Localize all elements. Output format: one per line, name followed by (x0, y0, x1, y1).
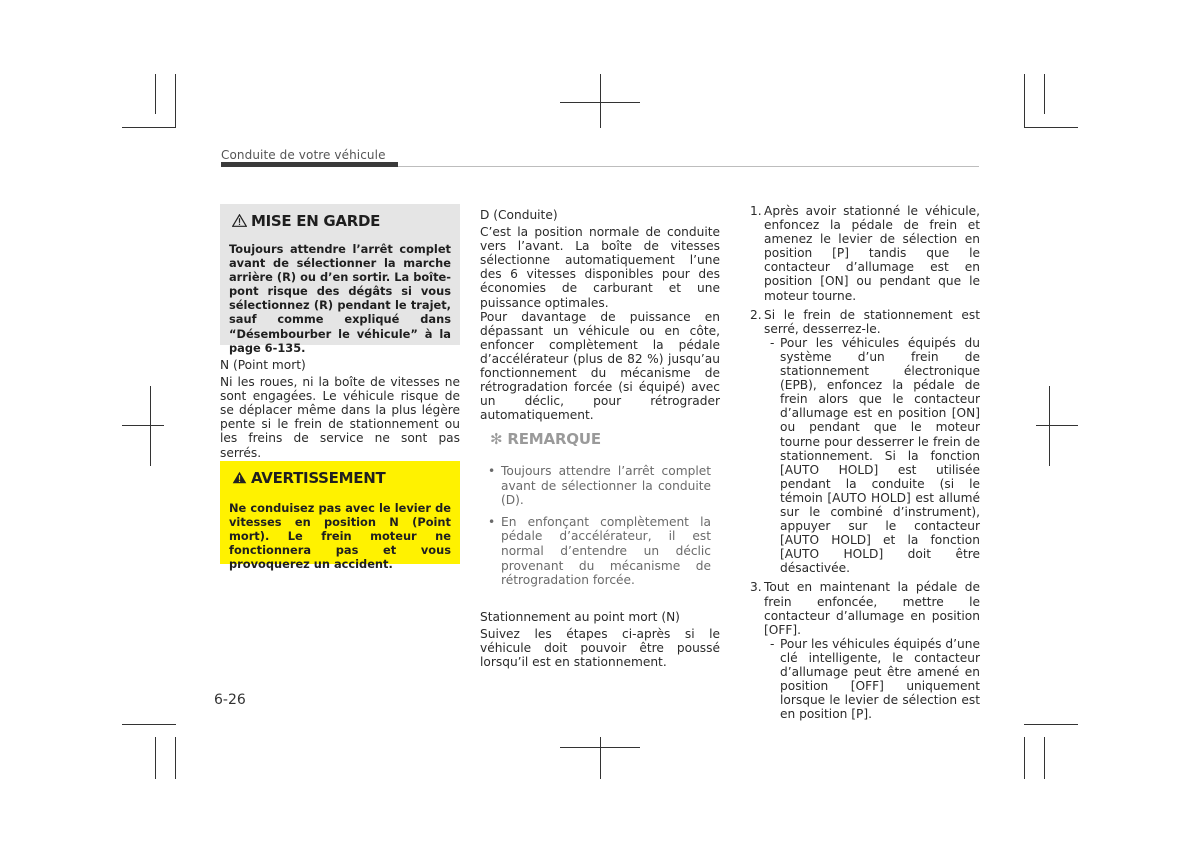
dash: - (770, 636, 775, 651)
caution-box (220, 204, 460, 355)
crop-mark (155, 74, 156, 114)
crop-mark (1024, 74, 1025, 128)
step-number: 3. (750, 580, 762, 595)
asterisk-note-icon: ✻ (490, 430, 503, 448)
dash: - (770, 335, 775, 350)
crop-mark (1024, 737, 1025, 779)
step-text: Après avoir stationné le véhicule, enfoncez la pédale de frein et amenez le levier de sélection en position [P] tandis que le contacteur d’allumage est en position [ON] ou pendant que le moteur tourne. (764, 204, 980, 303)
step-number: 1. (750, 204, 762, 218)
running-title: Conduite de votre véhicule (221, 148, 386, 162)
step-item (750, 580, 980, 636)
bullet: • (488, 514, 496, 529)
crop-mark (122, 724, 176, 725)
warning-title (232, 469, 385, 487)
crop-mark (175, 737, 176, 779)
registration-mark (1049, 386, 1050, 466)
drive-heading: D (Conduite) (480, 208, 558, 222)
warning-title-text: AVERTISSEMENT (251, 469, 386, 487)
neutral-heading: N (Point mort) (220, 358, 306, 372)
steps-list (750, 204, 980, 721)
registration-mark (560, 102, 640, 103)
neutral-parking-text: Suivez les étapes ci-après si le véhicule doit pouvoir être poussé lorsqu’il est en stationnement. (480, 627, 720, 670)
warning-text: Ne conduisez pas avec le levier de vitesses en position N (Point mort). Le frein moteur ne fonctionnera pas et vous provoquerez un accident. (229, 501, 451, 572)
caution-text: Toujours attendre l’arrêt complet avant de sélectionner la marche arrière (R) ou d’en sortir. La boîte-pont risque des dégâts si vous sélectionnez (R) pendant le trajet, sauf comme expliqué dans “Désembourber le véhicule” à la page 6-135. (229, 242, 451, 355)
note-title-text: REMARQUE (507, 430, 601, 448)
header-rule-dark (221, 162, 398, 167)
registration-mark (1036, 425, 1078, 426)
registration-mark (600, 737, 601, 779)
neutral-parking-heading: Stationnement au point mort (N) (480, 610, 680, 624)
bullet: • (488, 464, 496, 478)
step-item (750, 204, 980, 303)
step-subitem (750, 637, 980, 722)
step-number: 2. (750, 307, 762, 322)
neutral-text: Ni les roues, ni la boîte de vitesses ne sont engagées. Le véhicule risque de se déplacer même dans la plus légère pente si le frein de stationnement ou les freins de service ne sont pas serrés. (220, 375, 460, 460)
step-text: Tout en maintenant la pédale de frein enfoncée, mettre le contacteur d’allumage en position [OFF]. (764, 580, 980, 637)
warning-box (220, 461, 460, 572)
neutral-parking-section (480, 610, 720, 669)
note-item (488, 515, 711, 588)
registration-mark (600, 74, 601, 128)
note-item-text: Toujours attendre l’arrêt complet avant de sélectionner la conduite (D). (501, 464, 711, 508)
registration-mark (150, 386, 151, 466)
drive-paragraph: Pour davantage de puissance en dépassant un véhicule ou en côte, enfoncer complètement la pédale d’accélérateur (plus de 82 %) jusqu’au fonctionnement du mécanisme de rétrogradation forcée (si équipé) avec un déclic, pour rétrograder automatiquement. (480, 309, 720, 423)
crop-mark (175, 74, 176, 128)
crop-mark (1024, 127, 1078, 128)
warning-triangle-icon (232, 471, 247, 484)
step-subitem-text: Pour les véhicules équipés d’une clé intelligente, le contacteur d’allumage peut être amené en position [OFF] uniquement lorsque le levier de sélection est en position [P]. (780, 636, 980, 722)
header-rule-light (398, 166, 979, 167)
crop-mark (1044, 74, 1045, 114)
crop-mark (1044, 737, 1045, 779)
warning-triangle-icon (232, 214, 247, 227)
caution-title (232, 212, 380, 230)
step-subitem (750, 336, 980, 576)
step-text: Si le frein de stationnement est serré, desserrez-le. (764, 307, 980, 336)
registration-mark (560, 747, 640, 748)
crop-mark (155, 737, 156, 779)
neutral-section (220, 358, 460, 460)
crop-mark (122, 127, 176, 128)
drive-paragraph: C’est la position normale de conduite vers l’avant. La boîte de vitesses sélectionne automatiquement l’une des 6 vitesses disponibles pour des économies de carburant et une puissance optimales. (480, 225, 720, 310)
caution-title-text: MISE EN GARDE (251, 212, 381, 230)
note-list (488, 464, 711, 595)
step-subitem-text: Pour les véhicules équipés du système d’un frein de stationnement électronique (EPB), enfoncez la pédale de frein alors que le contacteur d’allumage est en position [ON] ou pendant que le moteur tourne pour desserrer le frein de stationnement. Si la fonction [AUTO HOLD] est utilisée pendant la conduite (si le témoin [AUTO HOLD] est allumé sur le combiné d’instrument), appuyer sur le contacteur [AUTO HOLD] et la fonction [AUTO HOLD] doit être désactivée. (780, 335, 980, 576)
crop-mark (1024, 724, 1078, 725)
page-number: 6-26 (214, 692, 246, 708)
registration-mark (122, 425, 164, 426)
note-item-text: En enfonçant complètement la pédale d’accélérateur, il est normal d’entendre un déclic provenant du mécanisme de rétrogradation forcée. (501, 514, 711, 588)
step-item (750, 308, 980, 336)
note-item (488, 464, 711, 508)
note-title (490, 430, 601, 448)
drive-section (480, 208, 720, 422)
